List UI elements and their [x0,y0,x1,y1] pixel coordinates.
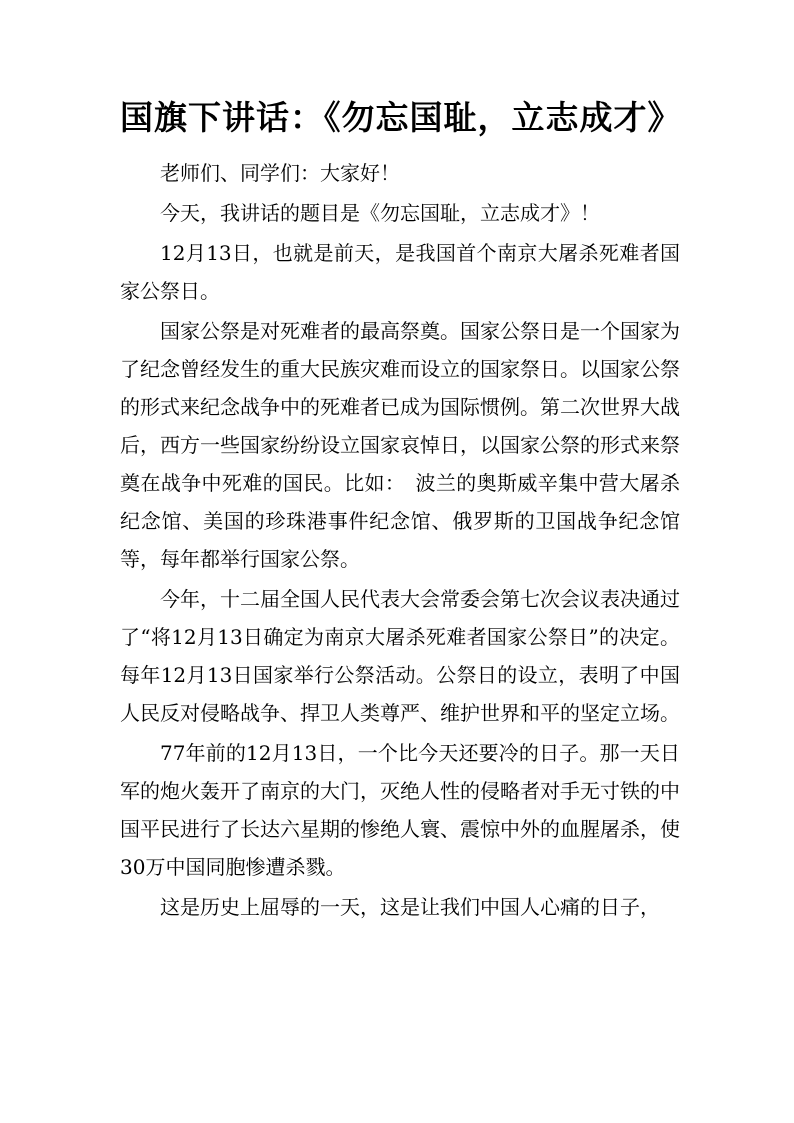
paragraph-topic: 今天，我讲话的题目是《勿忘国耻，立志成才》！ [160,201,600,225]
paragraph-humiliation: 这是历史上屈辱的一天，这是让我们中国人心痛的日子， [160,895,660,919]
paragraph-greeting: 老师们、同学们：大家好！ [160,161,400,185]
paragraph-national-memorial: 国家公祭是对死难者的最高祭奠。国家公祭日是一个国家为了纪念曾经发生的重大民族灾难而设立的国家祭日。以国家公祭的形式来纪念战争中的死难者已成为国际惯例。第二次世界大战后，西方一些国家纷纷设立国家哀悼日，以国家公祭的形式来祭奠在战争中死难的国民。比如： 波兰的奥斯威辛集中营大屠杀纪念馆、美国的珍珠港事件纪念馆、俄罗斯的卫国战争纪念馆等，每年都举行国家公祭。 [120,319,680,571]
paragraph-history: 77年前的12月13日，一个比今天还要冷的日子。那一天日军的炮火轰开了南京的大门，灭绝人性的侵略者对手无寸铁的中国平民进行了长达六星期的惨绝人寰、震惊中外的血腥屠杀，使30万中国同胞惨遭杀戮。 [120,741,680,879]
document-title: 国旗下讲话：《勿忘国耻，立志成才》 [120,98,682,137]
document-body [120,154,680,928]
paragraph-memorial-day: 12月13日，也就是前天，是我国首个南京大屠杀死难者国家公祭日。 [120,241,680,303]
paragraph-decision: 今年，十二届全国人民代表大会常委会第七次会议表决通过了“将12月13日确定为南京大屠杀死难者国家公祭日”的决定。每年12月13日国家举行公祭活动。公祭日的设立，表明了中国人民反对侵略战争、捍卫人类尊严、维护世界和平的坚定立场。 [120,587,680,725]
